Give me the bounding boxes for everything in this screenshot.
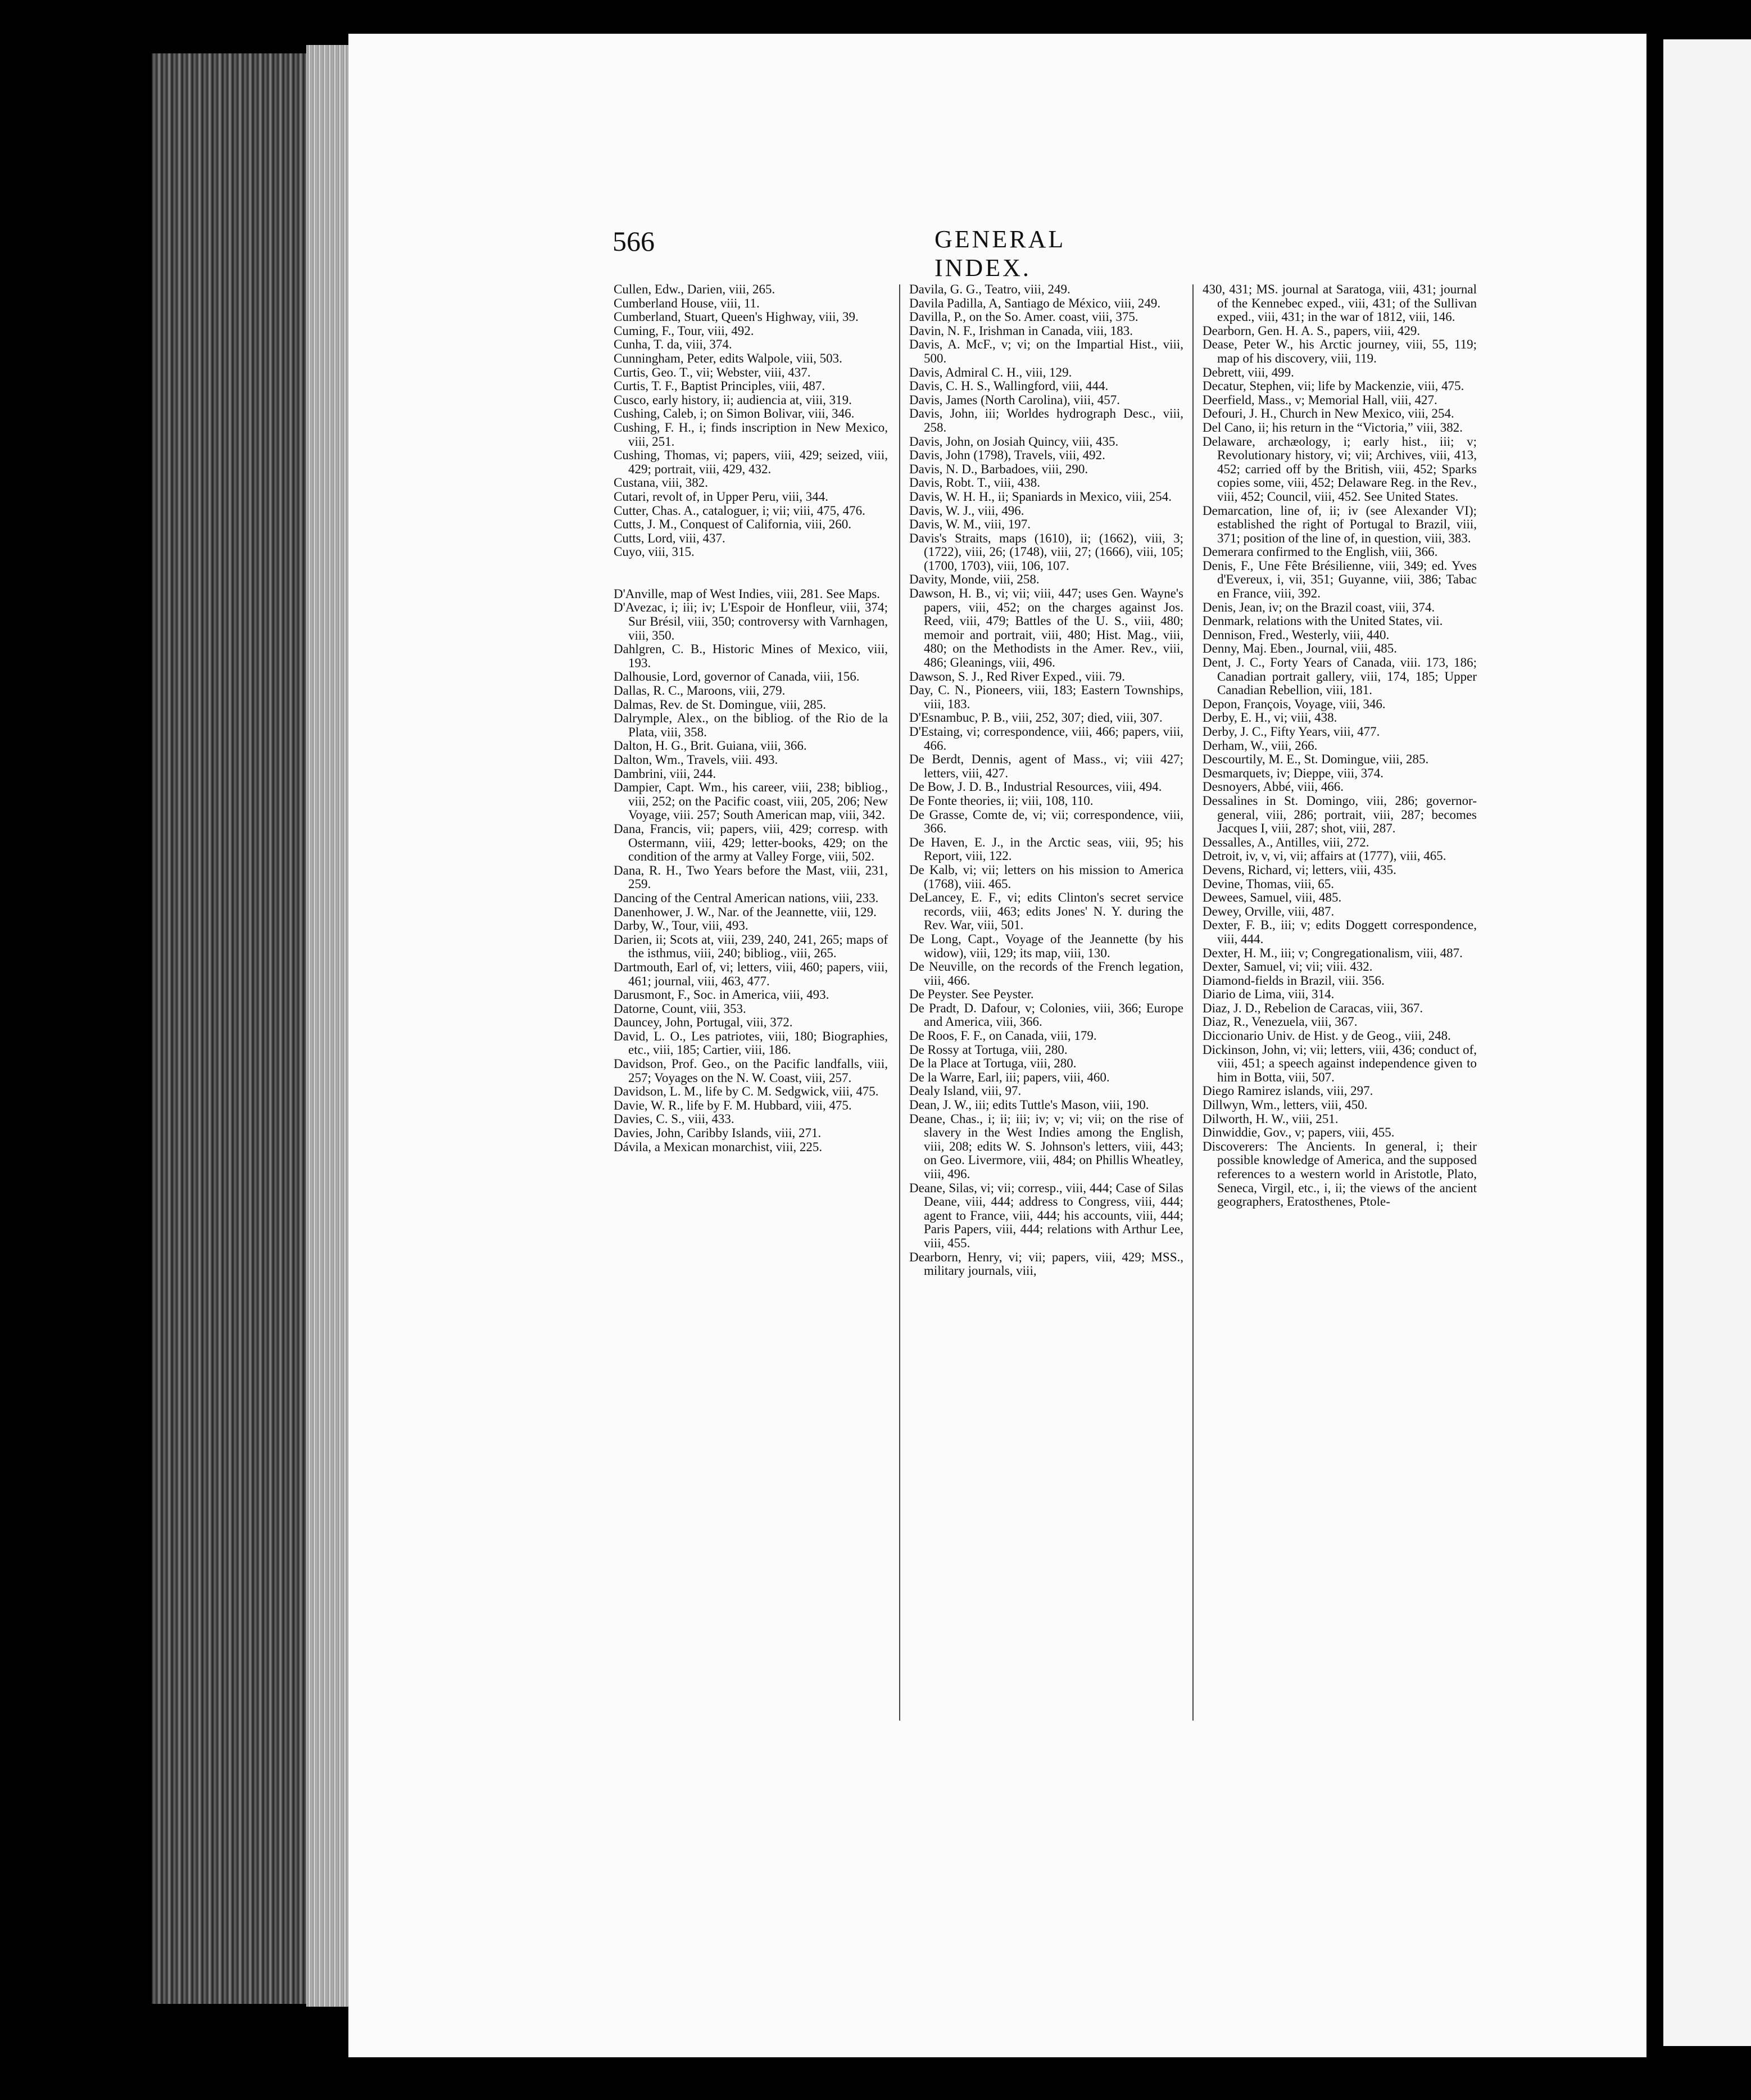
index-entry: Desnoyers, Abbé, viii, 466.	[1203, 780, 1344, 794]
index-entry: De Long, Capt., Voyage of the Jeannette (by his widow), viii, 129; its map, viii, 130.	[909, 931, 1183, 960]
index-entry: Davis, John (1798), Travels, viii, 492.	[909, 448, 1105, 463]
index-entry: Davis's Straits, maps (1610), ii; (1662), viii, 3; (1722), viii, 26; (1748), viii, 27; (1666), viii, 105; (1700, 1703), viii, 106, 107.	[909, 531, 1183, 573]
index-entry: Derham, W., viii, 266.	[1203, 738, 1318, 753]
index-entry: Dinwiddie, Gov., v; papers, viii, 455.	[1203, 1125, 1395, 1140]
index-entry: Cullen, Edw., Darien, viii, 265.	[614, 282, 775, 296]
index-entry: Cushing, Thomas, vi; papers, viii, 429; seized, viii, 429; portrait, viii, 429, 432.	[614, 448, 888, 476]
index-entry: Dauncey, John, Portugal, viii, 372.	[614, 1015, 793, 1030]
index-entry: De Berdt, Dennis, agent of Mass., vi; viii 427; letters, viii, 427.	[909, 752, 1183, 780]
index-entry: Desmarquets, iv; Dieppe, viii, 374.	[1203, 766, 1383, 780]
index-entry: Derby, E. H., vi; viii, 438.	[1203, 710, 1337, 725]
index-entry: Diamond-fields in Brazil, viii. 356.	[1203, 973, 1385, 988]
index-entry: Decatur, Stephen, vii; life by Mackenzie, viii, 475.	[1203, 379, 1464, 393]
index-entry: Davis, W. H. H., ii; Spaniards in Mexico, viii, 254.	[909, 489, 1172, 504]
index-entry: Davies, C. S., viii, 433.	[614, 1112, 734, 1126]
index-entry: De la Place at Tortuga, viii, 280.	[909, 1056, 1077, 1071]
index-entry: Dartmouth, Earl of, vi; letters, viii, 460; papers, viii, 461; journal, viii, 463, 477.	[614, 960, 888, 988]
index-entry: Curtis, T. F., Baptist Principles, viii, 487.	[614, 379, 825, 393]
index-entry: Denis, F., Une Fête Brésilienne, viii, 349; ed. Yves d'Evereux, i, vii, 351; Guyanne, viii, 386; Tabac en France, viii, 392.	[1203, 558, 1477, 601]
index-entry: Devens, Richard, vi; letters, viii, 435.	[1203, 862, 1396, 877]
index-entry: Denmark, relations with the United States, vii.	[1203, 614, 1443, 628]
index-entry: Dawson, S. J., Red River Exped., viii. 79.	[909, 669, 1125, 684]
index-entry: Dalhousie, Lord, governor of Canada, viii, 156.	[614, 669, 860, 684]
index-entry: De la Warre, Earl, iii; papers, viii, 460.	[909, 1070, 1110, 1084]
index-entry: Cunha, T. da, viii, 374.	[614, 337, 732, 352]
page-title: GENERAL INDEX.	[935, 225, 1065, 282]
index-entry: Dana, R. H., Two Years before the Mast, viii, 231, 259.	[614, 863, 888, 891]
index-entry: Davies, John, Caribby Islands, viii, 271.	[614, 1126, 822, 1140]
index-entry: Dessalles, A., Antilles, viii, 272.	[1203, 835, 1369, 849]
index-column-3	[1203, 283, 1477, 1209]
index-entry: De Grasse, Comte de, vi; vii; correspondence, viii, 366.	[909, 807, 1183, 836]
index-entry: D'Anville, map of West Indies, viii, 281. See Maps.	[614, 586, 880, 601]
index-entry: DeLancey, E. F., vi; edits Clinton's secret service records, viii, 463; edits Jones' N. Y. during the Rev. War, viii, 501.	[909, 890, 1183, 933]
index-entry: Darusmont, F., Soc. in America, viii, 493.	[614, 988, 829, 1002]
index-entry: Diccionario Univ. de Hist. y de Geog., viii, 248.	[1203, 1029, 1451, 1043]
index-entry: Davie, W. R., life by F. M. Hubbard, viii, 475.	[614, 1098, 852, 1112]
index-entry: De Neuville, on the records of the French legation, viii, 466.	[909, 960, 1183, 988]
index-entry: Custana, viii, 382.	[614, 476, 709, 490]
section-gap	[614, 559, 888, 587]
index-entry: Denis, Jean, iv; on the Brazil coast, viii, 374.	[1203, 600, 1435, 614]
index-entry: Davis, Admiral C. H., viii, 129.	[909, 365, 1072, 379]
index-entry: Cutts, J. M., Conquest of California, viii, 260.	[614, 517, 851, 532]
index-entry: Demarcation, line of, ii; iv (see Alexander VI); established the right of Portugal to Brazil, viii, 371; position of the line of, in question, viii, 383.	[1203, 503, 1477, 545]
index-entry: Davis, John, iii; Worldes hydrograph Desc., viii, 258.	[909, 406, 1183, 435]
index-entry: Dalrymple, Alex., on the bibliog. of the Rio de la Plata, viii, 358.	[614, 711, 888, 739]
index-entry: Diaz, J. D., Rebelion de Caracas, viii, 367.	[1203, 1001, 1423, 1015]
index-entry: Dana, Francis, vii; papers, viii, 429; corresp. with Ostermann, viii, 429; letter-books, 429; on the condition of the army at Valley Forge, viii, 502.	[614, 821, 888, 864]
index-entry: D'Estaing, vi; correspondence, viii, 466; papers, viii, 466.	[909, 725, 1183, 753]
index-entry: Cutter, Chas. A., cataloguer, i; vii; viii, 475, 476.	[614, 503, 865, 518]
index-entry: Cutts, Lord, viii, 437.	[614, 531, 725, 545]
index-entry: Davidson, L. M., life by C. M. Sedgwick, viii, 475.	[614, 1084, 879, 1099]
index-entry: Davis, A. McF., v; vi; on the Impartial Hist., viii, 500.	[909, 337, 1183, 365]
index-entry: Demerara confirmed to the English, viii, 366.	[1203, 545, 1438, 559]
index-entry: Dennison, Fred., Westerly, viii, 440.	[1203, 627, 1390, 642]
index-entry: Dahlgren, C. B., Historic Mines of Mexico, viii, 193.	[614, 642, 888, 670]
index-entry: Dexter, F. B., iii; v; edits Doggett correspondence, viii, 444.	[1203, 918, 1477, 946]
index-entry: 430, 431; MS. journal at Saratoga, viii, 431; journal of the Kennebec exped., viii, 431; of the Sullivan exped., viii, 431; in the war of 1812, viii, 146.	[1203, 282, 1477, 324]
index-entry: Cushing, F. H., i; finds inscription in New Mexico, viii, 251.	[614, 420, 888, 449]
index-entry: Dávila, a Mexican monarchist, viii, 225.	[614, 1139, 823, 1154]
index-entry: Dallas, R. C., Maroons, viii, 279.	[614, 684, 786, 698]
index-entry: Davidson, Prof. Geo., on the Pacific landfalls, viii, 257; Voyages on the N. W. Coast, viii, 257.	[614, 1057, 888, 1085]
index-entry: Discoverers: The Ancients. In general, i; their possible knowledge of America, and the supposed references to a western world in Aristotle, Plato, Seneca, Virgil, etc., i, ii; the views of the ancient geographers, Eratosthenes, Ptole-	[1203, 1139, 1477, 1209]
index-entry: Cusco, early history, ii; audiencia at, viii, 319.	[614, 392, 852, 407]
index-entry: Cumberland, Stuart, Queen's Highway, viii, 39.	[614, 310, 859, 324]
index-entry: Diego Ramirez islands, viii, 297.	[1203, 1084, 1373, 1098]
index-entry: Dent, J. C., Forty Years of Canada, viii. 173, 186; Canadian portrait gallery, viii, 174, 185; Upper Canadian Rebellion, viii, 181.	[1203, 655, 1477, 698]
index-entry: Dillwyn, Wm., letters, viii, 450.	[1203, 1098, 1368, 1112]
index-entry: Cumberland House, viii, 11.	[614, 296, 760, 310]
index-entry: Davis, C. H. S., Wallingford, viii, 444.	[909, 379, 1109, 393]
index-entry: De Bow, J. D. B., Industrial Resources, viii, 494.	[909, 780, 1162, 794]
index-entry: Dambrini, viii, 244.	[614, 766, 716, 781]
index-entry: De Haven, E. J., in the Arctic seas, viii, 95; his Report, viii, 122.	[909, 835, 1183, 863]
index-entry: De Kalb, vi; vii; letters on his mission to America (1768), viii. 465.	[909, 862, 1183, 891]
index-entry: De Rossy at Tortuga, viii, 280.	[909, 1042, 1068, 1057]
index-entry: Dancing of the Central American nations, viii, 233.	[614, 890, 879, 905]
index-entry: Devine, Thomas, viii, 65.	[1203, 876, 1335, 891]
index-entry: Davis, John, on Josiah Quincy, viii, 435.	[909, 434, 1119, 449]
index-entry: Dalmas, Rev. de St. Domingue, viii, 285.	[614, 697, 826, 712]
index-entry: Davis, James (North Carolina), viii, 457.	[909, 392, 1120, 407]
index-entry: Curtis, Geo. T., vii; Webster, viii, 437.	[614, 365, 811, 379]
index-entry: Derby, J. C., Fifty Years, viii, 477.	[1203, 725, 1380, 739]
index-entry: Dexter, Samuel, vi; vii; viii. 432.	[1203, 960, 1373, 974]
index-entry: Dampier, Capt. Wm., his career, viii, 238; bibliog., viii, 252; on the Pacific coast, viii, 205, 206; New Voyage, viii. 257; South American map, viii, 342.	[614, 780, 888, 822]
index-entry: Dessalines in St. Domingo, viii, 286; governor-general, viii, 286; portrait, viii, 287; becomes Jacques I, viii, 287; shot, viii, 287.	[1203, 793, 1477, 836]
index-entry: Deerfield, Mass., v; Memorial Hall, viii, 427.	[1203, 392, 1437, 407]
index-entry: Davity, Monde, viii, 258.	[909, 572, 1040, 587]
index-entry: Davis, Robt. T., viii, 438.	[909, 476, 1040, 490]
index-entry: Descourtily, M. E., St. Domingue, viii, 285.	[1203, 752, 1429, 767]
index-entry: Davila Padilla, A, Santiago de México, viii, 249.	[909, 296, 1161, 310]
column-rule	[1192, 284, 1194, 1721]
index-entry: Deane, Chas., i; ii; iii; iv; v; vi; vii; on the rise of slavery in the West Indies among the English, viii, 208; edits W. S. Johnson's letters, viii, 443; on Geo. Livermore, viii, 484; on Phillis Wheatley, viii, 496.	[909, 1111, 1183, 1181]
index-entry: Dearborn, Henry, vi; vii; papers, viii, 429; MSS., military journals, viii,	[909, 1250, 1183, 1278]
index-entry: Diario de Lima, viii, 314.	[1203, 987, 1335, 1002]
index-entry: Davin, N. F., Irishman in Canada, viii, 183.	[909, 323, 1133, 338]
index-entry: Cuming, F., Tour, viii, 492.	[614, 323, 754, 338]
index-entry: Dease, Peter W., his Arctic journey, viii, 55, 119; map of his discovery, viii, 119.	[1203, 337, 1477, 365]
index-entry: Del Cano, ii; his return in the “Victoria,” viii, 382.	[1203, 420, 1463, 435]
index-entry: Diaz, R., Venezuela, viii, 367.	[1203, 1015, 1358, 1029]
index-entry: Denny, Maj. Eben., Journal, viii, 485.	[1203, 641, 1398, 656]
index-entry: Darby, W., Tour, viii, 493.	[614, 918, 749, 933]
index-entry: Dealy Island, viii, 97.	[909, 1084, 1022, 1098]
column-rule	[899, 284, 900, 1721]
index-entry: Dewees, Samuel, viii, 485.	[1203, 890, 1342, 905]
index-entry: De Roos, F. F., on Canada, viii, 179.	[909, 1029, 1097, 1043]
index-entry: Dean, J. W., iii; edits Tuttle's Mason, viii, 190.	[909, 1098, 1149, 1112]
index-entry: Danenhower, J. W., Nar. of the Jeannette, viii, 129.	[614, 904, 877, 919]
page-number: 566	[613, 225, 655, 257]
index-entry: Defouri, J. H., Church in New Mexico, viii, 254.	[1203, 406, 1454, 421]
index-entry: Dearborn, Gen. H. A. S., papers, viii, 429.	[1203, 323, 1421, 338]
index-entry: Davila, G. G., Teatro, viii, 249.	[909, 282, 1070, 296]
index-entry: Dexter, H. M., iii; v; Congregationalism, viii, 487.	[1203, 945, 1463, 960]
page-header	[613, 225, 1158, 282]
index-entry: De Fonte theories, ii; viii, 108, 110.	[909, 793, 1094, 808]
index-entry: Cushing, Caleb, i; on Simon Bolivar, viii, 346.	[614, 406, 855, 421]
index-entry: Delaware, archæology, i; early hist., iii; v; Revolutionary history, vi; vii; Archives, viii, 413, 452; carried off by the British, viii, 452; Sparks copies some, viii, 452; Delaware Reg. in the Rev., viii, 452; Council, viii, 452. See United States.	[1203, 434, 1477, 504]
index-entry: Dickinson, John, vi; vii; letters, viii, 436; conduct of, viii, 451; a speech against independence given to him in Botta, viii, 507.	[1203, 1042, 1477, 1084]
index-entry: Dalton, H. G., Brit. Guiana, viii, 366.	[614, 739, 807, 753]
index-column-1	[614, 283, 888, 1154]
index-entry: D'Esnambuc, P. B., viii, 252, 307; died, viii, 307.	[909, 710, 1163, 725]
facing-page	[1663, 39, 1751, 2046]
index-entry: Davis, N. D., Barbadoes, viii, 290.	[909, 461, 1088, 476]
index-entry: Dawson, H. B., vi; vii; viii, 447; uses Gen. Wayne's papers, viii, 452; on the charges against Jos. Reed, viii, 479; Battles of the U. S., viii, 480; memoir and portrait, viii, 480; Hist. Mag., viii, 480; on the Methodists in the Amer. Rev., viii, 486; Gleanings, viii, 496.	[909, 586, 1183, 670]
index-entry: Dalton, Wm., Travels, viii. 493.	[614, 753, 778, 767]
index-entry: Cuyo, viii, 315.	[614, 545, 695, 559]
index-entry: De Pradt, D. Dafour, v; Colonies, viii, 366; Europe and America, viii, 366.	[909, 1001, 1183, 1029]
index-entry: Detroit, iv, v, vi, vii; affairs at (1777), viii, 465.	[1203, 849, 1446, 863]
index-entry: Day, C. N., Pioneers, viii, 183; Eastern Townships, viii, 183.	[909, 683, 1183, 711]
index-entry: Dewey, Orville, viii, 487.	[1203, 904, 1335, 918]
index-entry: Dilworth, H. W., viii, 251.	[1203, 1111, 1339, 1126]
index-entry: Cutari, revolt of, in Upper Peru, viii, 344.	[614, 489, 828, 504]
index-entry: Depon, François, Voyage, viii, 346.	[1203, 696, 1386, 711]
index-entry: Debrett, viii, 499.	[1203, 365, 1294, 379]
index-entry: Davis, W. M., viii, 197.	[909, 517, 1031, 532]
index-entry: Davilla, P., on the So. Amer. coast, viii, 375.	[909, 310, 1138, 324]
index-entry: De Peyster. See Peyster.	[909, 987, 1034, 1002]
index-entry: Datorne, Count, viii, 353.	[614, 1001, 746, 1016]
index-entry: Darien, ii; Scots at, viii, 239, 240, 241, 265; maps of the isthmus, viii, 240; bibliog., viii, 265.	[614, 932, 888, 961]
index-entry: David, L. O., Les patriotes, viii, 180; Biographies, etc., viii, 185; Cartier, viii, 186.	[614, 1029, 888, 1057]
index-entry: Cunningham, Peter, edits Walpole, viii, 503.	[614, 351, 842, 365]
index-entry: Deane, Silas, vi; vii; corresp., viii, 444; Case of Silas Deane, viii, 444; address to Congress, viii, 444; agent to France, viii, 444; his accounts, viii, 444; Paris Papers, viii, 444; relations with Arthur Lee, viii, 455.	[909, 1180, 1183, 1250]
index-column-2	[909, 283, 1183, 1278]
index-entry: Davis, W. J., viii, 496.	[909, 503, 1024, 518]
index-entry: D'Avezac, i; iii; iv; L'Espoir de Honfleur, viii, 374; Sur Brésil, viii, 350; controversy with Varnhagen, viii, 350.	[614, 600, 888, 642]
